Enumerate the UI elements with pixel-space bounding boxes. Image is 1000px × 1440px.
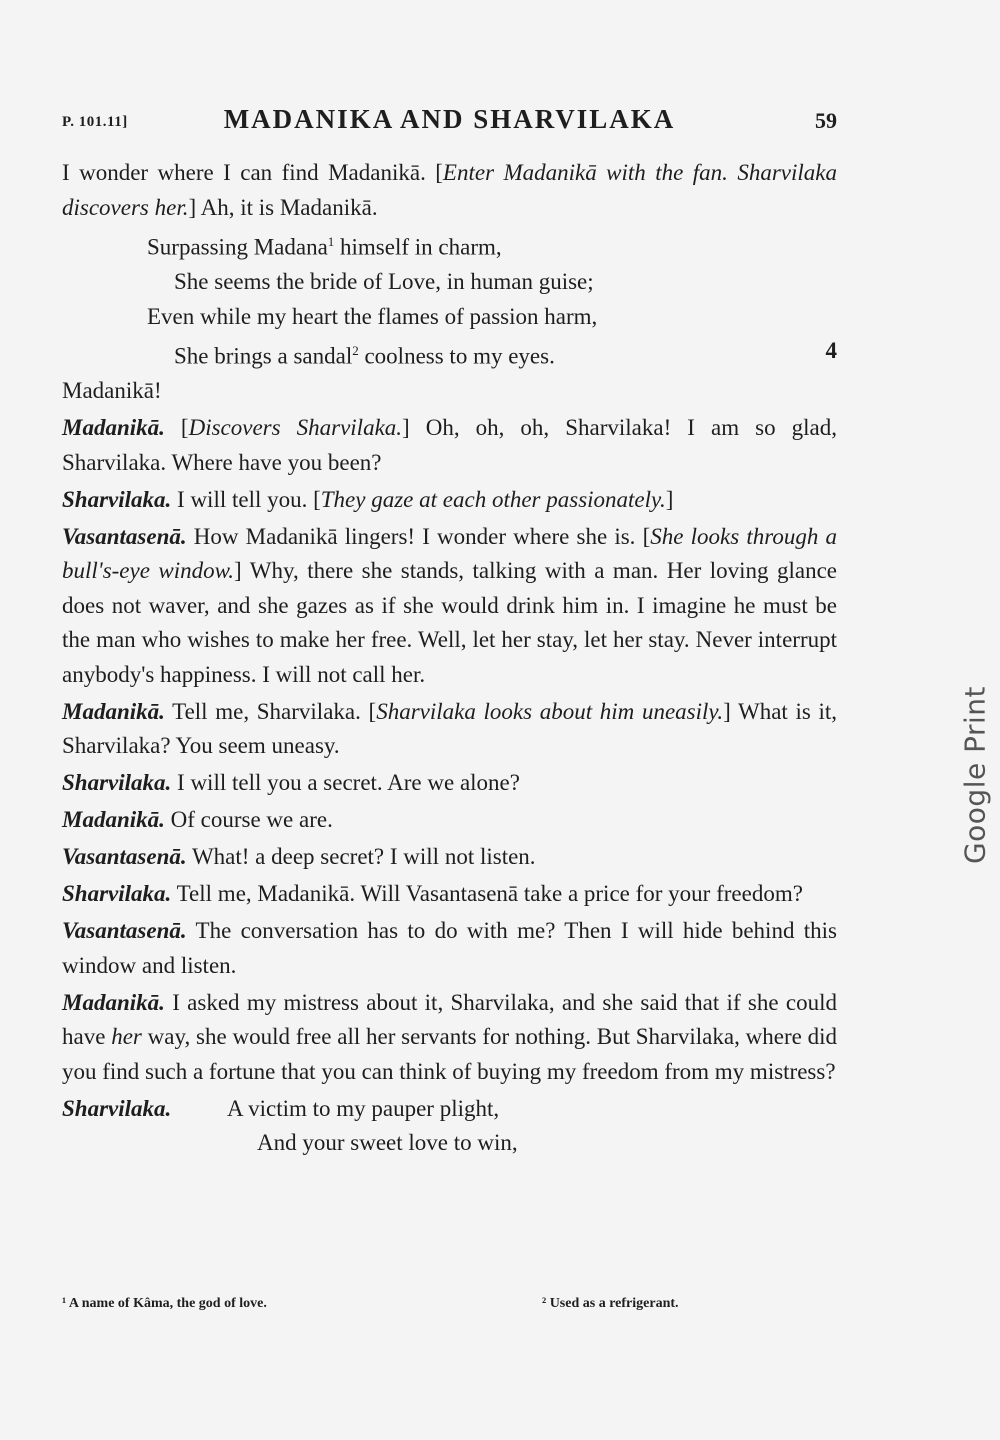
watermark [945,650,1000,900]
speech-verse [62,1092,837,1161]
speech: Madanikā. Of course we are. [62,807,333,833]
speaker-name: Vasantasenā. [62,844,187,870]
verse-number: 4 [825,338,837,364]
speech: Madanikā. I asked my mistress about it, Sharvilaka, and she said that if she could have her way, she would free all her servants for nothing. But Sharvilaka, where did you find such a fortune that you can think of buying my freedom from my mistress? [62,989,837,1084]
paragraph: I wonder where I can find Madanikā. [Enter Madanikā with the fan. Sharvilaka discovers her.] Ah, it is Madanikā. [62,160,837,220]
page-title: MADANIKA AND SHARVILAKA [223,104,676,134]
verse-line: Even while my heart the flames of passion harm, [147,303,598,329]
paragraph: Madanikā! [62,378,162,404]
watermark-text: Google Print [958,685,992,865]
speaker-name: Madanikā. [62,807,165,833]
speech: Madanikā. Tell me, Sharvilaka. [Sharvilaka looks about him uneasily.] What is it, Sharvilaka? You seem uneasy. [62,698,837,759]
speech: Vasantasenā. The conversation has to do with me? Then I will hide behind this window and listen. [62,918,837,978]
speech: Sharvilaka. I will tell you a secret. Are we alone? [62,770,520,796]
speaker-name: Sharvilaka. [62,1095,172,1121]
verse-line: Surpassing Madana$^1$ himself in charm, [147,234,502,260]
speaker-name: Sharvilaka. [62,486,172,512]
footnote: ² Used as a refrigerant. [542,1296,679,1311]
speaker-name: Madanikā. [62,415,165,441]
page-number: 59 [815,108,837,133]
footnote: ¹ A name of Kâma, the god of love. [62,1296,267,1311]
page-body [62,156,837,1161]
speech: Sharvilaka. I will tell you. [They gaze at each other passionately.] [62,486,674,512]
speaker-name: Madanikā. [62,698,165,724]
footnote-ref: 1 [327,234,335,249]
speech: Vasantasenā. What! a deep secret? I will not listen. [62,844,536,870]
footnote-ref: 2 [352,343,359,359]
speech: Madanikā. [Discovers Sharvilaka.] Oh, oh, oh, Sharvilaka! I am so glad, Sharvilaka. Where have you been? [62,415,837,475]
speaker-name: Sharvilaka. [62,881,172,907]
speech: Vasantasenā. How Madanikā lingers! I wonder where she is. [She looks through a bull's-eye window.] Why, there she stands, talking with a man. Her loving glance does not waver, and she gazes as if she would drink him in. I imagine he must be the man who wishes to make her free. Well, let her stay, let her stay. Never interrupt anybody's happiness. I will not call her. [62,523,837,687]
speaker-name: Sharvilaka. [62,770,172,796]
speaker-name: Vasantasenā. [62,918,187,944]
page-reference: P. 101.11] [62,114,128,130]
verse-line: A victim to my pauper plight, [227,1095,500,1121]
speaker-name: Madanikā. [62,989,165,1015]
verse [62,225,837,374]
verse-line: And your sweet love to win, [257,1130,518,1156]
speech: Sharvilaka. Tell me, Madanikā. Will Vasantasenā take a price for your freedom? [62,881,803,907]
speaker-name: Vasantasenā. [62,523,187,549]
running-header [62,104,837,144]
verse-line: She seems the bride of Love, in human guise; [174,269,594,295]
verse-line: She brings a sandal$^2$ coolness to my eyes. 4 [62,334,837,374]
